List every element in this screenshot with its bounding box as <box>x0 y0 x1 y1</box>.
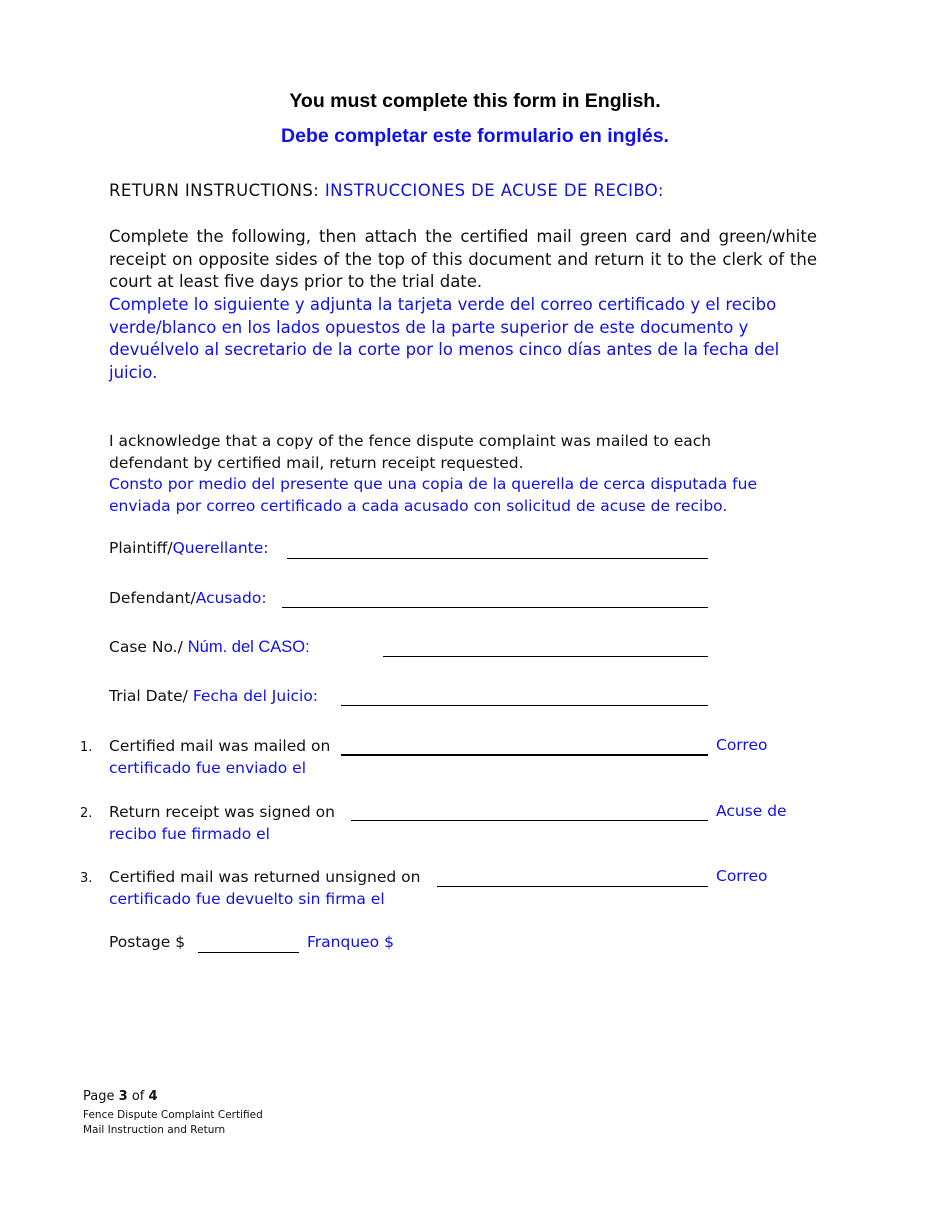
title-spanish: Debe completar este formulario en inglés. <box>281 125 669 147</box>
item-3-number: 3. <box>80 871 93 886</box>
item-3-text <box>109 867 421 910</box>
item-1-text-es-start: Correo <box>716 736 768 754</box>
return-instructions-body-es: Complete lo siguiente y adjunta la tarjeta verde del correo certificado y el recibo verde/blanco en los lados opuestos de la parte superior de este documento y devuélvelo al secretario de la corte por lo menos cinco días antes de la fecha del juicio. <box>109 295 780 382</box>
trial-date-field[interactable] <box>341 705 708 706</box>
plaintiff-label-en: Plaintiff/ <box>109 539 173 557</box>
return-instructions-label-es: INSTRUCCIONES DE ACUSE DE RECIBO: <box>324 181 664 200</box>
footer-title-line1: Fence Dispute Complaint Certified <box>83 1109 263 1121</box>
plaintiff-label-es: Querellante: <box>172 539 269 557</box>
item-2-number: 2. <box>80 806 93 821</box>
item-3-text-es-start: Correo <box>716 867 768 885</box>
return-instructions-body-en: Complete the following, then attach the certified mail green card and green/white receipt on opposite sides of the top of this document and return it to the clerk of the court at least five days prior to the trial date. <box>109 227 817 291</box>
item-2-date-field[interactable] <box>351 820 708 821</box>
postage-label: Postage $ <box>109 933 186 951</box>
item-1-text-es: certificado fue enviado el <box>109 758 307 777</box>
trial-date-label-en: Trial Date/ <box>109 687 188 705</box>
defendant-label-es: Acusado: <box>195 589 267 607</box>
item-1-text <box>109 736 330 779</box>
case-number-field[interactable] <box>383 656 708 657</box>
return-instructions-heading <box>109 181 664 200</box>
item-1-number: 1. <box>80 740 93 755</box>
item-2-text <box>109 802 335 845</box>
page-total: 4 <box>148 1089 158 1104</box>
defendant-label <box>109 589 267 607</box>
item-3-text-es: certificado fue devuelto sin firma el <box>109 889 385 908</box>
item-1-text-en: Certified mail was mailed on <box>109 737 331 755</box>
item-1-date-field[interactable] <box>341 754 708 756</box>
defendant-label-en: Defendant/ <box>109 589 196 607</box>
page-of: of <box>131 1089 145 1104</box>
case-number-label-en: Case No./ <box>109 638 183 656</box>
postage-field[interactable] <box>198 952 299 953</box>
plaintiff-label <box>109 539 268 557</box>
footer-title-line2: Mail Instruction and Return <box>83 1124 226 1136</box>
plaintiff-field[interactable] <box>287 558 708 559</box>
return-instructions-label-en: RETURN INSTRUCTIONS: <box>109 181 320 200</box>
item-3-text-en: Certified mail was returned unsigned on <box>109 868 421 886</box>
page-current: 3 <box>118 1089 128 1104</box>
defendant-field[interactable] <box>282 607 708 608</box>
item-2-text-es-start: Acuse de <box>716 802 787 820</box>
acknowledgement-es: Consto por medio del presente que una copia de la querella de cerca disputada fue enviada por correo certificado a cada acusado con solicitud de acuse de recibo. <box>109 475 757 515</box>
postage-label-es: Franqueo $ <box>307 933 394 951</box>
item-2-text-en: Return receipt was signed on <box>109 803 335 821</box>
document-title-footer <box>83 1108 263 1138</box>
page-prefix: Page <box>83 1089 115 1104</box>
acknowledgement-en: I acknowledge that a copy of the fence dispute complaint was mailed to each defendant by certified mail, return receipt requested. <box>109 432 712 472</box>
case-number-label <box>109 638 310 657</box>
case-number-label-es: Núm. del CASO: <box>187 638 310 656</box>
title-english: You must complete this form in English. <box>289 90 661 112</box>
page-number <box>83 1089 158 1104</box>
trial-date-label-es: Fecha del Juicio: <box>192 687 319 705</box>
item-2-text-es: recibo fue firmado el <box>109 824 270 843</box>
trial-date-label <box>109 687 318 705</box>
item-3-date-field[interactable] <box>437 886 708 887</box>
